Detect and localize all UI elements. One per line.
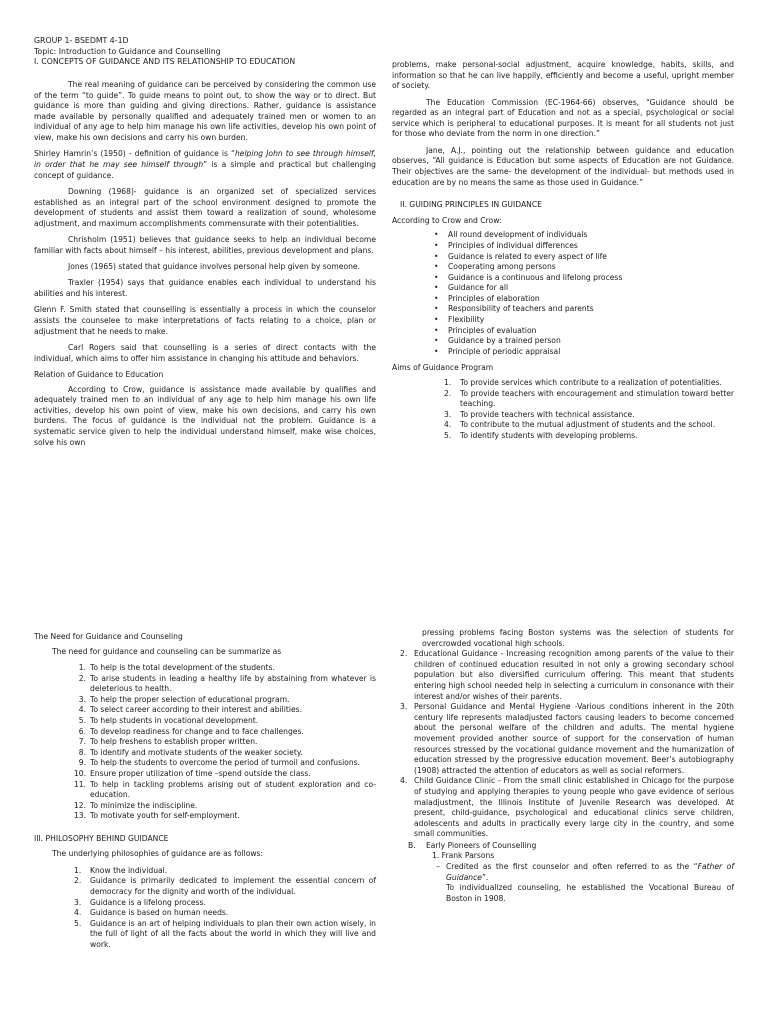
list-item: 5. To identify students with developing problems. — [444, 431, 638, 440]
list-item: • All round development of individuals — [448, 230, 734, 241]
list-item: 4. Child Guidance Clinic - From the small clinic established in Chicago for the purpose of studying and applying therapies to young people who gave evidence of serious maladjustment, the Illinois Institute of Juvenile Research was developed. At present, child-guidance, psychological and educational clinics serve children, adolescents and adults in practically every large city in the country, and some small communities. — [400, 776, 734, 839]
list-item: 12. To minimize the indiscipline. — [73, 800, 198, 810]
list-item: 4. To select career according to their interest and abilities. — [78, 705, 302, 715]
pioneer-note: To individualized counseling, he established the Vocational Bureau of Boston in 1908. — [446, 883, 734, 903]
section-2-title: II. GUIDING PRINCIPLES IN GUIDANCE — [400, 200, 542, 210]
list-item: 2. To arise students in leading a healthy life by abstaining from whatever is deleterious to health. — [78, 673, 376, 694]
paragraph: Jones (1965) stated that guidance involves personal help given by someone. — [68, 262, 361, 272]
paragraph: According to Crow, guidance is assistance made available by qualifies and adequately trained men to an individual of any age to help him manage his own life activities, develop his own point of view, make his own decisions, and carry his own burdens. The focus of guidance is the individual not the problem. Guidance is a systematic service given to help the individual understand himself, make wise choices, solve his own — [34, 384, 376, 447]
aims-heading: Aims of Guidance Program — [392, 363, 494, 373]
list-item: • Principles of individual differences — [448, 241, 734, 252]
document-page-2 — [0, 512, 768, 1024]
paragraph: Jane, A.J., pointing out the relationship between guidance and education observes, “All guidance is Education but some aspects of Education are not Guidance. Their objectives are the same- the development of the individual- but methods used in education are by no means the same as those used in Guidance.” — [392, 145, 734, 187]
pioneers-heading: B. Early Pioneers of Counselling — [408, 840, 537, 850]
list-item: 5. To help students in vocational development. — [78, 715, 259, 725]
pioneer-credit: – Credited as the first counselor and often referred to as the “Father of Guidance”. — [436, 862, 734, 882]
list-item: 1. To help is the total development of the students. — [78, 662, 275, 672]
page1-left-column — [34, 80, 376, 454]
continued-paragraph: pressing problems facing Boston systems was the selection of students for overcrowded vocational high schools. — [422, 628, 734, 648]
list-item: 2. Guidance is primarily dedicated to implement the essential concern of democracy for the dignity and worth of the individual. — [74, 876, 376, 897]
aims-list — [392, 378, 734, 442]
list-item: 1. To provide services which contribute to a realization of potentialities. — [444, 378, 722, 388]
list-item: 2. Educational Guidance - Increasing recognition among parents of the value to their children of continued education resulted in not only a growing secondary school population but also diversified curriculum offering. This meant that students entering high school needed help in selecting a curriculum in consonance with their interest and/or wishes of their parents. — [400, 649, 734, 701]
list-item: • Responsibility of teachers and parents — [448, 304, 734, 315]
pioneer-name: 1. Frank Parsons — [432, 851, 495, 861]
list-item: 3. To help the proper selection of educational program. — [78, 694, 290, 704]
paragraph: The real meaning of guidance can be perceived by considering the common use of the term “to guide”. To guide means to point out, to show the way or to direct. But guidance is more than guiding and giving directions. Rather, guidance is assistance made available by personally qualified and adequately trained men or women to an individual of any age to help him manage his own life activities, develop his own point of view, make his own decisions and carry his own burden. — [34, 80, 376, 142]
page1-right-column — [392, 60, 734, 448]
list-item: • Guidance is a continuous and lifelong process — [448, 273, 734, 284]
list-item: 7. To help freshens to establish proper written. — [78, 737, 258, 747]
need-heading: The Need for Guidance and Counseling — [34, 632, 183, 641]
list-item: 3. Guidance is a lifelong process. — [74, 897, 206, 907]
list-item: 6. To develop readiness for change and to face challenges. — [78, 726, 304, 736]
list-item: 2. To provide teachers with encouragement and stimulation toward better teaching. — [444, 388, 734, 409]
crow-intro: According to Crow and Crow: — [392, 215, 502, 225]
paragraph: Traxler (1954) says that guidance enables each individual to understand his abilities and his interest. — [34, 278, 376, 299]
list-item: • Guidance for all — [448, 283, 734, 294]
list-item: • Principles of elaboration — [448, 294, 734, 305]
list-item: • Guidance is related to every aspect of life — [448, 252, 734, 263]
list-item: • Cooperating among persons — [448, 262, 734, 273]
philosophy-list — [34, 866, 376, 951]
topic-label: Topic: Introduction to Guidance and Counselling — [34, 46, 221, 56]
phil-intro: The underlying philosophies of guidance are as follows: — [52, 849, 264, 859]
list-item: 3. Personal Guidance and Mental Hygiene -Various conditions inherent in the 20th century life represents maladjusted factors causing leaders to become concerned about the personal welfare of the children and adults. The mental hygiene movement provided another source of support for the conservation of human resources stressed by the vocational guidance movement and the humanization of education stressed by the progressive education movement. Beer’s autobiography (1908) attracted the attention of educators as well as social reformers. — [400, 702, 734, 775]
list-item: 3. To provide teachers with technical assistance. — [444, 409, 635, 419]
paragraph: Glenn F. Smith stated that counselling is essentially a process in which the counselor assists the counselee to make interpretations of facts relating to a choice, plan or adjustment that he needs to make. — [34, 305, 376, 336]
paragraph: Carl Rogers said that counselling is a series of direct contacts with the individual, which aims to offer him assistance in changing his attitude and behaviors. — [34, 343, 376, 363]
page2-left-column — [34, 630, 376, 957]
list-item: • Flexibility — [448, 315, 734, 326]
list-item: • Principles of evaluation — [448, 326, 734, 337]
needs-list — [34, 663, 376, 822]
need-intro: The need for guidance and counseling can be summarize as — [52, 646, 282, 656]
paragraph: The Education Commission (EC-1964-66) observes, “Guidance should be regarded as an integral part of Education and not as a special, psychological or social service which is peripheral to educational purposes. It is meant for all students not just for those who deviate from the norm in one direction.” — [392, 97, 734, 139]
list-item: 4. Guidance is based on human needs. — [74, 908, 229, 918]
list-item: • Principle of periodic appraisal — [448, 347, 734, 358]
list-item: 4. To contribute to the mutual adjustment of students and the school. — [444, 420, 716, 430]
group-label: GROUP 1- BSEDMT 4-1D — [34, 36, 129, 45]
principles-list — [392, 230, 734, 357]
page2-right-column — [392, 628, 734, 904]
list-item: 13. To motivate youth for self-employment. — [73, 811, 240, 821]
section-3-title: III. PHILOSOPHY BEHIND GUIDANCE — [34, 833, 169, 843]
list-item: 10. Ensure proper utilization of time –spend outside the class. — [73, 768, 311, 778]
list-item: 9. To help the students to overcome the period of turmoil and confusions. — [78, 758, 361, 768]
relation-heading: Relation of Guidance to Education — [34, 370, 164, 380]
list-item: 11. To help in tackling problems arising out of student exploration and co-education. — [73, 779, 376, 800]
paragraph: problems, make personal-social adjustment, acquire knowledge, habits, skills, and information so that he can live happily, efficiently and become a useful, upright member of society. — [392, 60, 734, 91]
paragraph: Shirley Hamrin’s (1950) - definition of guidance is “helping John to see through himself, in order that he may see himself through” is a simple and practical but challenging concept of guidance. — [34, 149, 376, 180]
list-item: 8. To identify and motivate students of the weaker society. — [78, 747, 303, 757]
list-item: 5. Guidance is an art of helping individuals to plan their own action wisely, in the full of light of all the facts about the world in which they will live and work. — [74, 918, 376, 950]
list-item: • Guidance by a trained person — [448, 336, 734, 347]
paragraph: Downing (1968)- guidance is an organized set of specialized services established as an integral part of the school environment designed to promote the development of students and assist them toward a realization of sound, wholesome adjustment, and maximum accomplishments commensurate with their potentialities. — [34, 186, 376, 228]
list-item: 1. Know the individual. — [74, 865, 168, 875]
section-1-title: I. CONCEPTS OF GUIDANCE AND ITS RELATIONSHIP TO EDUCATION — [34, 57, 296, 67]
paragraph: Chrisholm (1951) believes that guidance seeks to help an individual become familiar with facts about himself – his interest, abilities, previous development and plans. — [34, 235, 376, 255]
guidance-types-list — [392, 649, 734, 840]
page-header — [34, 36, 295, 68]
